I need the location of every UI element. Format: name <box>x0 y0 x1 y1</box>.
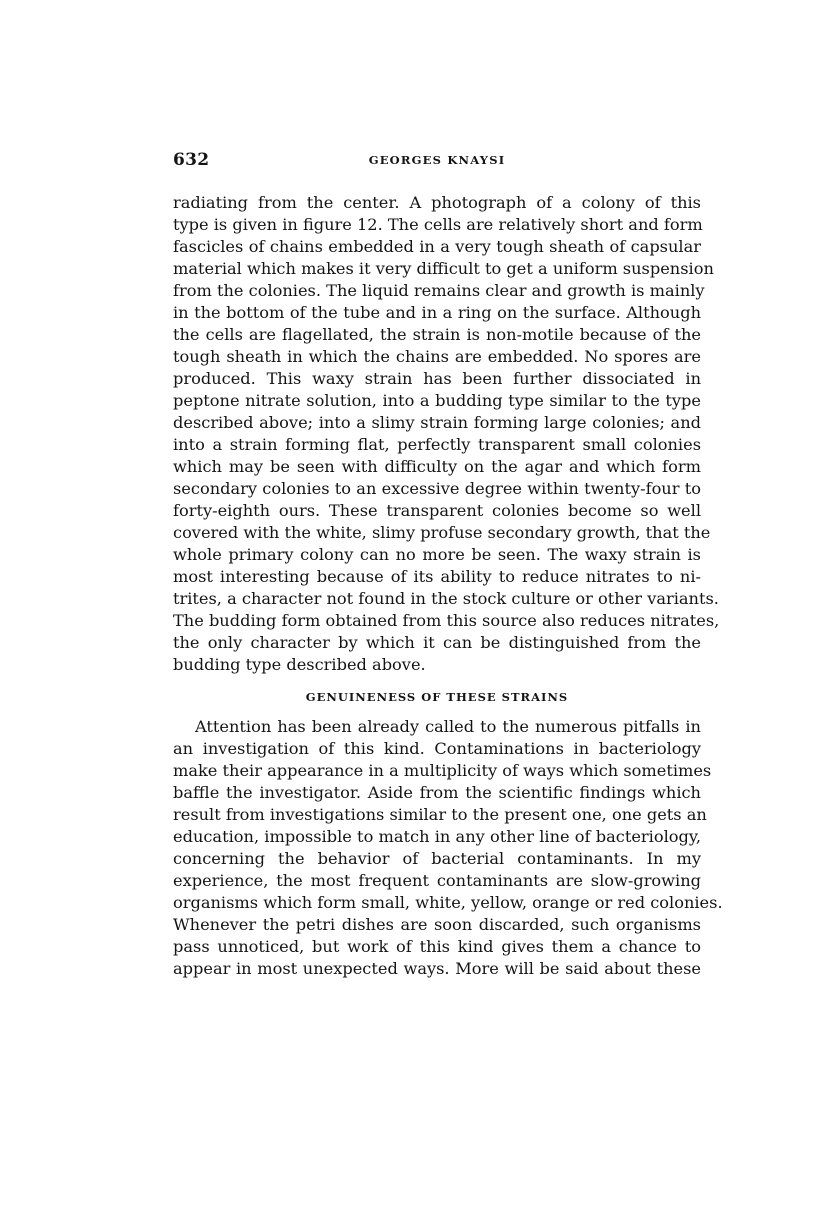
text-line: pass unnoticed, but work of this kind gives them a chance to <box>173 937 701 956</box>
text-line: the cells are flagellated, the strain is non-motile because of the <box>173 325 701 344</box>
text-line: The budding form obtained from this source also reduces nitrates, <box>173 611 720 630</box>
section-heading: GENUINENESS OF THESE STRAINS <box>305 690 569 704</box>
text-line: forty-eighth ours. These transparent colonies become so well <box>173 501 701 520</box>
text-line: tough sheath in which the chains are embedded. No spores are <box>173 347 701 366</box>
running-head <box>173 150 701 172</box>
text-line: the only character by which it can be distinguished from the <box>173 633 701 652</box>
text-line: make their appearance in a multiplicity of ways which sometimes <box>173 761 712 780</box>
page-number: 632 <box>173 150 210 170</box>
text-line: concerning the behavior of bacterial contaminants. In my <box>173 849 701 868</box>
text-line: Attention has been already called to the numerous pitfalls in <box>195 717 701 736</box>
text-line: organisms which form small, white, yellow, orange or red colonies. <box>173 893 723 912</box>
text-line: result from investigations similar to the present one, one gets an <box>173 805 707 824</box>
text-line: material which makes it very difficult to get a uniform suspension <box>173 259 714 278</box>
text-line: experience, the most frequent contaminants are slow-growing <box>173 871 701 890</box>
text-line: fascicles of chains embedded in a very tough sheath of capsular <box>173 237 701 256</box>
text-line: most interesting because of its ability to reduce nitrates to ni- <box>173 567 701 586</box>
text-line: in the bottom of the tube and in a ring on the surface. Although <box>173 303 701 322</box>
text-line: education, impossible to match in any other line of bacteriology, <box>173 827 701 846</box>
text-line: covered with the white, slimy profuse secondary growth, that the <box>173 523 711 542</box>
text-line: which may be seen with difficulty on the agar and which form <box>173 457 701 476</box>
page <box>173 150 723 980</box>
text-line: type is given in figure 12. The cells are relatively short and form <box>173 215 703 234</box>
text-line: peptone nitrate solution, into a budding type similar to the type <box>173 391 701 410</box>
text-line: baffle the investigator. Aside from the scientific findings which <box>173 783 701 802</box>
text-line: trites, a character not found in the stock culture or other variants. <box>173 589 719 608</box>
running-title: GEORGES KNAYSI <box>368 153 506 167</box>
text-line: produced. This waxy strain has been further dissociated in <box>173 369 701 388</box>
text-line: secondary colonies to an excessive degree within twenty-four to <box>173 479 701 498</box>
text-line: appear in most unexpected ways. More will be said about these <box>173 959 701 978</box>
text-line: an investigation of this kind. Contaminations in bacteriology <box>173 739 701 758</box>
text-line: budding type described above. <box>173 655 426 674</box>
paragraph-1 <box>173 192 720 676</box>
text-line: described above; into a slimy strain forming large colonies; and <box>173 413 701 432</box>
text-line: into a strain forming flat, perfectly transparent small colonies <box>173 435 701 454</box>
paragraph-2 <box>173 716 723 980</box>
text-line: whole primary colony can no more be seen. The waxy strain is <box>173 545 701 564</box>
text-line: Whenever the petri dishes are soon discarded, such organisms <box>173 915 701 934</box>
text-line: from the colonies. The liquid remains clear and growth is mainly <box>173 281 705 300</box>
text-line: radiating from the center. A photograph of a colony of this <box>173 193 701 212</box>
